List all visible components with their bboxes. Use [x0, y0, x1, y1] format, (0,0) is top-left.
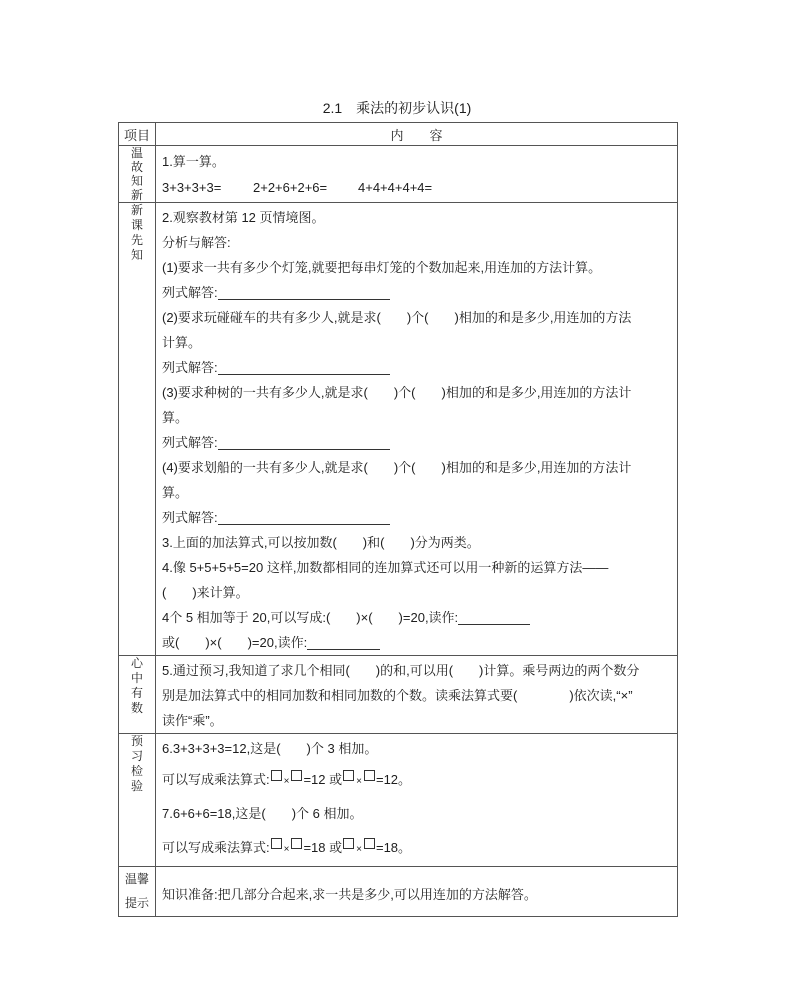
answer-box — [291, 838, 302, 849]
multiplication-prompt: 可以写成乘法算式: — [162, 772, 270, 787]
answer-blank — [218, 362, 390, 375]
review-task: 1.算一算。 — [162, 154, 225, 169]
table-header-row — [119, 123, 678, 146]
equation-end: =12。 — [375, 772, 412, 787]
exercise-1: 3+3+3+3= — [162, 180, 222, 195]
page-title: 2.1 乘法的初步认识(1) — [322, 100, 472, 116]
tip-label-cell — [119, 867, 156, 917]
review-label-cell — [119, 146, 156, 203]
check-label: 预习检验 — [131, 734, 144, 793]
times-sign: × — [356, 776, 362, 787]
review-row — [119, 146, 678, 203]
tip-content — [156, 867, 678, 917]
tip-row — [119, 867, 678, 917]
summary-row — [119, 656, 678, 734]
summary-line: 5.通过预习,我知道了求几个相同( )的和,可以用( )计算。乘号两边的两个数分 — [162, 663, 640, 678]
answer-blank — [218, 512, 390, 525]
reading-line — [162, 605, 677, 630]
tip-label: 温馨提示 — [125, 872, 150, 910]
question-6-multiplication — [162, 764, 677, 797]
summary-label-cell — [119, 656, 156, 734]
preview-label: 新课先知 — [131, 203, 144, 262]
reading-blank — [458, 612, 530, 625]
check-label-cell — [119, 734, 156, 867]
answer-blank — [218, 287, 390, 300]
exercise-2: 2+2+6+2+6= — [253, 180, 328, 195]
reading-line — [162, 630, 677, 655]
answer-box — [364, 770, 375, 781]
multiplication-prompt: 可以写成乘法算式: — [162, 840, 270, 855]
reading-prompt: 4个 5 相加等于 20,可以写成:( )×( )=20,读作: — [162, 610, 459, 625]
preview-line: 分析与解答: — [162, 235, 231, 250]
answer-line — [162, 505, 677, 530]
preview-line: 算。 — [162, 485, 189, 500]
preview-line: (1)要求一共有多少个灯笼,就要把每串灯笼的个数加起来,用连加的方法计算。 — [162, 260, 602, 275]
answer-box — [364, 838, 375, 849]
question-7: 7.6+6+6=18,这是( )个 6 相加。 — [162, 806, 363, 821]
answer-line — [162, 280, 677, 305]
preview-row — [119, 203, 678, 656]
question-7-multiplication — [162, 831, 677, 866]
answer-box — [343, 770, 354, 781]
reading-prompt: 或( )×( )=20,读作: — [162, 635, 308, 650]
preview-line: (4)要求划船的一共有多少人,就是求( )个( )相加的和是多少,用连加的方法计 — [162, 460, 632, 475]
check-row — [119, 734, 678, 867]
preview-line: (2)要求玩碰碰车的共有多少人,就是求( )个( )相加的和是多少,用连加的方法 — [162, 310, 632, 325]
answer-box — [291, 770, 302, 781]
tip-text: 知识准备:把几部分合起来,求一共是多少,可以用连加的方法解答。 — [162, 887, 537, 902]
answer-prompt: 列式解答: — [162, 510, 218, 525]
preview-content — [156, 203, 678, 656]
reading-blank — [307, 637, 380, 650]
preview-line: 计算。 — [162, 335, 202, 350]
equation-middle: =12 或 — [303, 772, 343, 787]
answer-line — [162, 355, 677, 380]
answer-box — [271, 838, 282, 849]
preview-line: 2.观察教材第 12 页情境图。 — [162, 210, 325, 225]
answer-line — [162, 430, 677, 455]
equation-end: =18。 — [375, 840, 412, 855]
preview-line: 算。 — [162, 410, 189, 425]
preview-line: 4.像 5+5+5+5=20 这样,加数都相同的连加算式还可以用一种新的运算方法—— — [162, 560, 609, 575]
summary-label: 心中有数 — [131, 656, 144, 715]
summary-line: 别是加法算式中的相同加数和相同加数的个数。读乘法算式要( )依次读,“×” — [162, 688, 633, 703]
summary-content — [156, 656, 678, 734]
answer-prompt: 列式解答: — [162, 435, 218, 450]
answer-blank — [218, 437, 390, 450]
header-content: 内 容 — [156, 123, 678, 146]
preview-line: (3)要求种树的一共有多少人,就是求( )个( )相加的和是多少,用连加的方法计 — [162, 385, 632, 400]
times-sign: × — [356, 844, 362, 855]
answer-prompt: 列式解答: — [162, 360, 218, 375]
review-content — [156, 146, 678, 203]
answer-prompt: 列式解答: — [162, 285, 218, 300]
answer-box — [271, 770, 282, 781]
question-6: 6.3+3+3+3=12,这是( )个 3 相加。 — [162, 741, 378, 756]
answer-box — [343, 838, 354, 849]
times-sign: × — [283, 844, 290, 855]
preview-line: 3.上面的加法算式,可以按加数( )和( )分为两类。 — [162, 535, 480, 550]
worksheet-table — [118, 122, 678, 917]
summary-line: 读作“乘”。 — [162, 713, 223, 728]
preview-label-cell — [119, 203, 156, 656]
review-exercises — [162, 175, 677, 201]
review-label: 温故知新 — [131, 146, 144, 202]
exercise-3: 4+4+4+4+4= — [358, 180, 433, 195]
preview-line: ( )来计算。 — [162, 585, 249, 600]
equation-middle: =18 或 — [303, 840, 343, 855]
times-sign: × — [283, 776, 290, 787]
check-content — [156, 734, 678, 867]
header-item: 项目 — [119, 123, 156, 146]
